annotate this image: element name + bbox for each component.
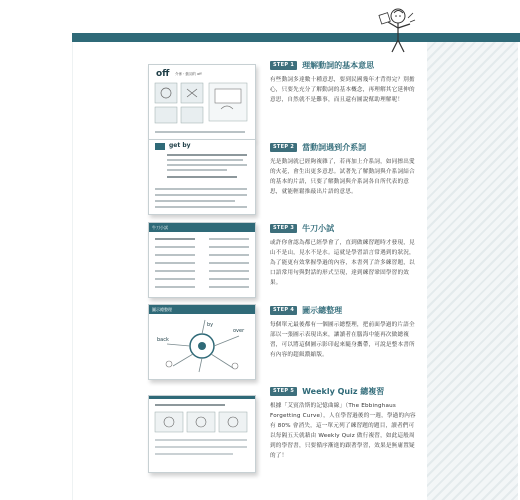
thumb-illustration xyxy=(153,81,251,127)
step-section-3 xyxy=(270,222,420,288)
step-body: 有些動詞多達數十種意思，要到民國幾年才背得完？別擔心，只要先充分了解動詞的基本概念，再理解其它延伸的意思，自然就不是難事，而且還有圖說幫助理解呢！ xyxy=(270,77,415,104)
thumb-subtitle: 介係・動詞的 off xyxy=(175,72,202,76)
step-body: 每個單元最後都有一個圖示總整理，把前面學過的片語全部以一張圖示表現出來，讓讀者在腦海中能再次做總複習，可以將這個圖示影印起來隨身攜帶，可說是整本書所有內容的超級濃縮版。 xyxy=(270,322,415,359)
step5-thumbnail xyxy=(148,395,256,473)
step-section-4 xyxy=(270,304,420,360)
thumb-title: 圖示總整理 xyxy=(149,305,255,314)
step-badge: STEP 1 xyxy=(270,61,297,70)
thumb-word: off xyxy=(156,69,170,79)
step-badge: STEP 5 xyxy=(270,387,297,396)
step-section-2 xyxy=(270,141,420,197)
step-section-5 xyxy=(270,385,420,462)
mindmap-word: over xyxy=(233,328,245,334)
thumb-word: get by xyxy=(169,142,191,149)
step-title: 圖示總整理 xyxy=(302,305,343,315)
header-band xyxy=(72,33,520,42)
decorative-stripe xyxy=(427,42,518,500)
step-badge: STEP 2 xyxy=(270,143,297,152)
step3-thumbnail xyxy=(148,222,256,298)
step-section-1 xyxy=(270,59,420,105)
step-body: 光是動詞就已經夠複雜了，若再加上介系詞，如同擦出愛的火花，會生出更多意思。試著先了解動詞與介系詞結合的基本的片語，只要了解動詞與介系詞各自所代表的意思，就能輕鬆推敲出片語的意思。 xyxy=(270,159,415,196)
step-title: Weekly Quiz 總複習 xyxy=(302,386,385,396)
step4-thumbnail xyxy=(148,304,256,380)
mindmap-word: by xyxy=(207,322,214,328)
step-badge: STEP 4 xyxy=(270,306,297,315)
step-body: 根據「艾賓浩斯的記憶曲線」（The Ebbinghaus Forgetting Curve），人在學習過後的一週，學過的內容有 80% 會消失，這一單元列了練習題的題目，讀者們可以每隔五天就藉由 Weekly Quiz 做行複習，如此這般周到的學習書，只要循序漸進的跟著學習，效果是無庸置疑的了！ xyxy=(270,403,416,460)
step-body: 或許你會認為都已經學會了，直到做練習題時才發現，見山不是山，見水不是水。這就是學習語言常遇到的狀況，為了能更有效掌握學過的內容，本書列了許多練習題，以口語常用句與對話的形式呈現，達到練習鞏固學習的效果。 xyxy=(270,240,415,287)
mindmap-word: back xyxy=(157,337,169,343)
step-title: 理解動詞的基本意思 xyxy=(302,60,375,70)
thumb-title: 牛刀小試 xyxy=(149,223,255,232)
step-badge: STEP 3 xyxy=(270,224,297,233)
thumb-quiz-art xyxy=(153,410,251,466)
thumb-mindmap xyxy=(149,314,255,378)
step1-thumbnail xyxy=(148,64,256,140)
step-title: 當動詞遇到介系詞 xyxy=(302,142,367,152)
step2-thumbnail xyxy=(148,139,256,215)
step-title: 牛刀小試 xyxy=(302,223,335,233)
cartoon-mascot-icon xyxy=(368,2,416,54)
